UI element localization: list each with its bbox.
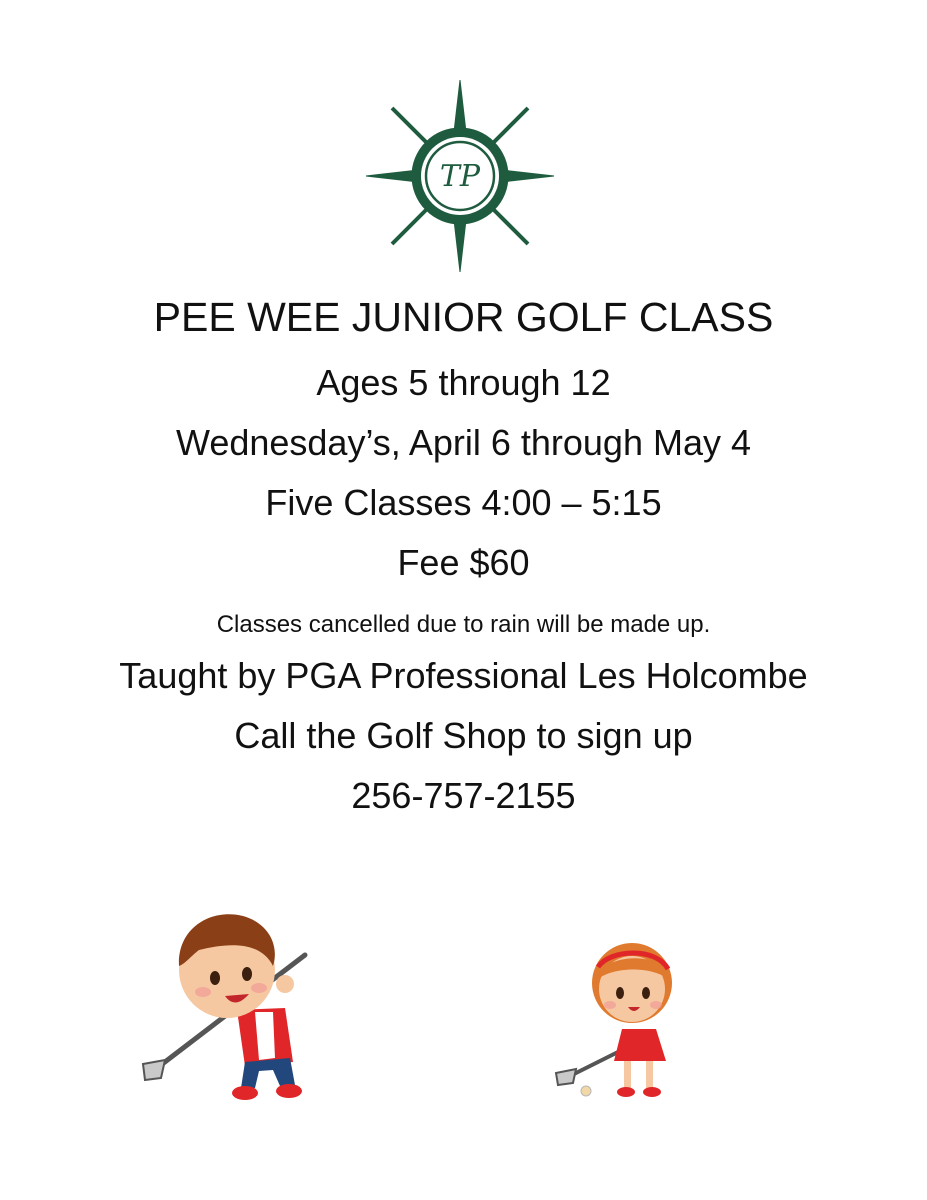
class-fee: Fee $60 xyxy=(397,542,530,583)
flyer-title: PEE WEE JUNIOR GOLF CLASS xyxy=(153,294,774,340)
svg-text:TP: TP xyxy=(439,159,481,194)
golf-shop-phone: 256-757-2155 xyxy=(351,775,576,816)
signup-instructions: Call the Golf Shop to sign up xyxy=(234,715,693,756)
rain-policy-note: Classes cancelled due to rain will be made up. xyxy=(216,611,711,638)
instructor-line: Taught by PGA Professional Les Holcombe xyxy=(119,655,808,696)
tp-compass-logo xyxy=(362,78,558,274)
girl-golfer-illustration xyxy=(548,925,698,1105)
class-count-time: Five Classes 4:00 – 5:15 xyxy=(265,482,662,523)
age-range: Ages 5 through 12 xyxy=(316,362,611,403)
class-dates: Wednesday’s, April 6 through May 4 xyxy=(176,422,751,463)
boy-golfer-illustration xyxy=(135,900,330,1105)
